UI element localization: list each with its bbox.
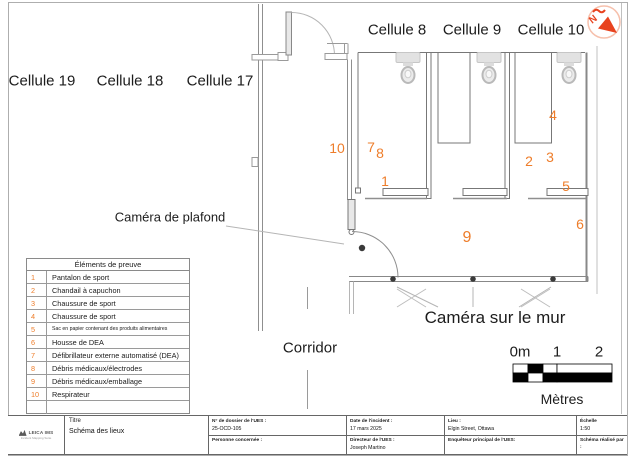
svg-text:N: N [587, 13, 600, 27]
legend-row [27, 284, 189, 297]
leader-lines [226, 226, 551, 307]
cell-label-18: Cellule 18 [96, 72, 164, 90]
ceiling-camera-label: Caméra de plafond [114, 209, 226, 225]
legend-row [27, 362, 189, 375]
cell9-bed [438, 53, 470, 144]
legend-item-number [27, 401, 47, 414]
ceiling-camera-dot [359, 245, 365, 251]
scale-bar [513, 364, 612, 382]
leica-logo-icon [19, 430, 27, 436]
wall-camera-label: Caméra sur le mur [424, 308, 566, 327]
directeur-label: Directeur de l'UES : [350, 438, 395, 443]
wall-camera-dot [390, 276, 396, 282]
legend-item-desc: Chandail à capuchon [52, 285, 121, 295]
cell-front-walls [365, 189, 588, 199]
legend-item-number: 1 [27, 271, 47, 283]
date-label: Date de l'incident : [350, 418, 393, 424]
scale-tick-1: 1 [552, 343, 562, 361]
document-title: Schéma des lieux [69, 428, 125, 435]
lieu-label: Lieu : [448, 418, 461, 424]
wall-camera-dot [550, 276, 556, 282]
directeur-value: Joseph Martino [350, 445, 386, 452]
personne-label: Personne concernée : [212, 438, 263, 443]
legend-item-desc: Débris médicaux/emballage [52, 376, 143, 386]
dossier-value: 25-OCD-105 [212, 425, 242, 432]
dossier-column [208, 416, 346, 454]
titre-cell [64, 416, 208, 454]
dossier-label: N° de dossier de l'UES : [212, 418, 267, 424]
legend-item-desc: Chaussure de sport [52, 311, 116, 321]
cell-label-17: Cellule 17 [186, 72, 254, 90]
title-block [8, 415, 627, 455]
echelle-label: Échelle [580, 418, 597, 424]
cell-label-10: Cellule 10 [517, 21, 585, 39]
titre-label: Titre [69, 418, 81, 424]
cell9-bench [463, 189, 507, 196]
north-compass-icon [587, 6, 620, 38]
toilet-cell10 [557, 53, 581, 84]
evidence-marker-5: 5 [562, 178, 570, 194]
cell-label-8: Cellule 8 [367, 21, 427, 39]
legend-row [27, 310, 189, 323]
legend-item-desc [47, 401, 189, 414]
legend-row [27, 271, 189, 284]
scale-tick-0: 0m [509, 343, 531, 361]
legend-item-desc: Pantalon de sport [52, 272, 110, 282]
top-door [252, 12, 348, 61]
logo-cell [8, 416, 64, 454]
dayroom-door [348, 200, 398, 278]
enqueteur-label: Enquêteur principal de l'UES: [448, 438, 516, 443]
echelle-value: 1:50 [580, 425, 591, 432]
logo-text: LEICA IMS [28, 430, 54, 436]
lieu-column [444, 416, 576, 454]
legend-title: Éléments de preuve [27, 259, 189, 271]
legend-item-number: 4 [27, 310, 47, 322]
cell-label-9: Cellule 9 [442, 21, 502, 39]
logo-subtext: Incident Mapping Suite [20, 435, 52, 440]
evidence-marker-9: 9 [462, 229, 472, 246]
legend-row [27, 349, 189, 362]
corridor-label: Corridor [282, 339, 338, 357]
evidence-marker-4: 4 [549, 107, 557, 123]
legend-item-number: 5 [27, 323, 47, 335]
legend-item-number: 9 [27, 375, 47, 387]
legend-item-desc: Chaussure de sport [52, 298, 116, 308]
date-column [346, 416, 444, 454]
legend-row [27, 297, 189, 310]
realise-label: Schéma réalisé par : [580, 438, 624, 451]
legend-item-desc: Respirateur [52, 389, 90, 399]
legend-item-number: 3 [27, 297, 47, 309]
legend-item-desc: Housse de DEA [52, 337, 104, 347]
echelle-column [576, 416, 627, 454]
cell-label-19: Cellule 19 [8, 72, 76, 90]
legend-item-number: 2 [27, 284, 47, 296]
legend-row [27, 375, 189, 388]
lieu-value: Elgin Street, Ottawa [448, 425, 495, 432]
evidence-marker-10: 10 [329, 140, 345, 156]
legend-item-number: 7 [27, 349, 47, 361]
evidence-marker-2: 2 [525, 153, 533, 169]
legend-item-number: 6 [27, 336, 47, 348]
cell8-bench [383, 189, 428, 196]
legend-row [27, 323, 189, 336]
evidence-marker-8: 8 [376, 145, 384, 161]
evidence-marker-6: 6 [576, 216, 584, 232]
date-value: 17 mars 2025 [350, 425, 382, 432]
cell-block-left-wall [348, 60, 352, 201]
evidence-marker-1: 1 [381, 173, 389, 189]
evidence-marker-7: 7 [367, 139, 375, 155]
legend-row-empty [27, 401, 189, 414]
evidence-marker-3: 3 [546, 149, 554, 165]
legend-item-number: 8 [27, 362, 47, 374]
cell10-bed [515, 53, 552, 144]
toilet-cell9 [477, 53, 501, 84]
wall-camera-dot [470, 276, 476, 282]
evidence-legend-table [26, 258, 190, 414]
legend-item-desc: Débris médicaux/électrodes [52, 363, 143, 373]
legend-item-desc: Sac en papier contenant des produits alimentaires [52, 326, 168, 332]
toilet-cell8 [396, 53, 420, 84]
left-corridor-wall [252, 4, 263, 331]
legend-row [27, 336, 189, 349]
scale-unit-label: Mètres [540, 391, 584, 407]
legend-row [27, 388, 189, 401]
legend-item-desc: Défibrillateur externe automatisé (DEA) [52, 350, 179, 360]
legend-item-number: 10 [27, 388, 47, 400]
scale-tick-2: 2 [594, 343, 604, 361]
